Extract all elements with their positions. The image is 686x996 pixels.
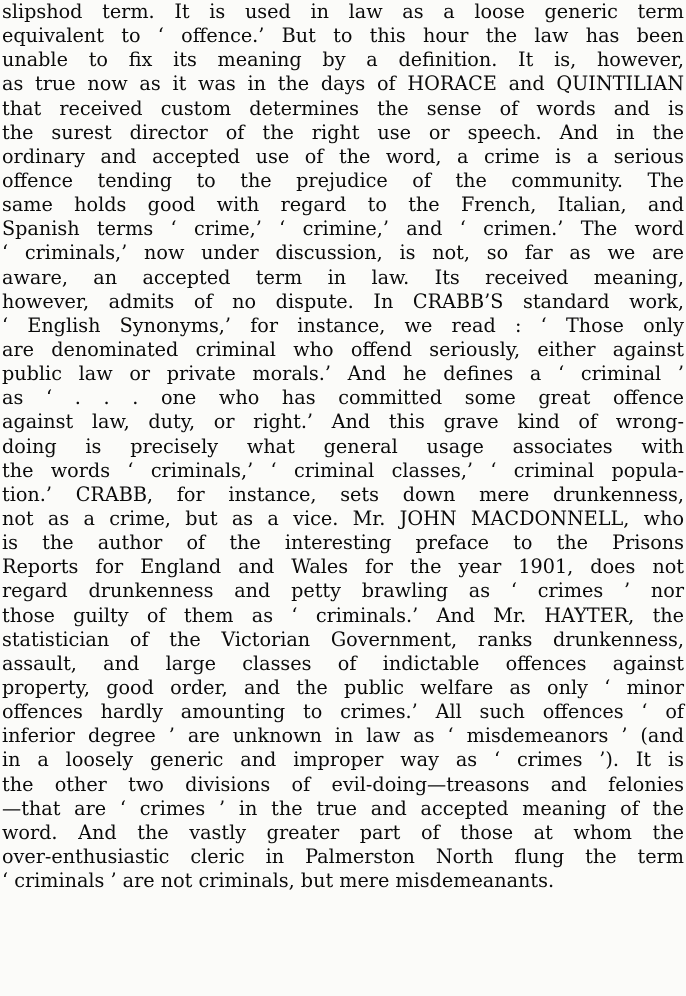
text-line: offence tending to the prejudice of the community. The [2, 168, 684, 192]
text-line: assault, and large classes of indictable offences against [2, 651, 684, 675]
text-line: is the author of the interesting preface to the Prisons [2, 531, 684, 555]
text-line: Reports for England and Wales for the year 1901, does not [2, 555, 684, 579]
text-line: slipshod term. It is used in law as a loose generic term [2, 0, 684, 23]
text-line: unable to fix its meaning by a definition. It is, however, [2, 48, 684, 72]
text-line: Spanish terms ‘ crime,’ ‘ crimine,’ and ‘ crimen.’ The word [2, 217, 684, 241]
text-line: ‘ English Synonyms,’ for instance, we read : ‘ Those only [2, 313, 684, 337]
text-line: those guilty of them as ‘ criminals.’ And Mr. HAYTER, the [2, 603, 684, 627]
text-line: offences hardly amounting to crimes.’ All such offences ‘ of [2, 700, 684, 724]
text-line: public law or private morals.’ And he defines a ‘ criminal ’ [2, 362, 684, 386]
article-column [2, 0, 684, 893]
text-line: inferior degree ’ are unknown in law as ‘ misdemeanors ’ (and [2, 724, 684, 748]
text-line: however, admits of no dispute. In CRABB’S standard work, [2, 289, 684, 313]
text-line: property, good order, and the public welfare as only ‘ minor [2, 675, 684, 699]
text-line: aware, an accepted term in law. Its received meaning, [2, 265, 684, 289]
text-line: statistician of the Victorian Government, ranks drunkenness, [2, 627, 684, 651]
text-line: over-enthusiastic cleric in Palmerston North flung the term [2, 844, 684, 868]
text-line: same holds good with regard to the French, Italian, and [2, 193, 684, 217]
text-line: in a loosely generic and improper way as ‘ crimes ’). It is [2, 748, 684, 772]
text-line: regard drunkenness and petty brawling as ‘ crimes ’ nor [2, 579, 684, 603]
text-line: word. And the vastly greater part of those at whom the [2, 820, 684, 844]
text-line: equivalent to ‘ offence.’ But to this hour the law has been [2, 24, 684, 48]
text-line: not as a crime, but as a vice. Mr. JOHN MACDONNELL, who [2, 506, 684, 530]
text-line: ‘ criminals,’ now under discussion, is not, so far as we are [2, 241, 684, 265]
text-line: ‘ criminals ’ are not criminals, but mere misdemeanants. [2, 869, 555, 893]
text-line: as ‘ . . . one who has committed some great offence [2, 386, 684, 410]
text-line: as true now as it was in the days of HORACE and QUINTILIAN [2, 72, 684, 96]
text-line: are denominated criminal who offend seriously, either against [2, 337, 684, 361]
text-line: —that are ‘ crimes ’ in the true and accepted meaning of the [2, 796, 684, 820]
text-line: ordinary and accepted use of the word, a crime is a serious [2, 144, 684, 168]
text-line: the surest director of the right use or speech. And in the [2, 120, 684, 144]
text-line: the other two divisions of evil-doing—treasons and felonies [2, 772, 684, 796]
text-line: the words ‘ criminals,’ ‘ criminal classes,’ ‘ criminal popula- [2, 458, 684, 482]
text-line: that received custom determines the sense of words and is [2, 96, 684, 120]
text-line: against law, duty, or right.’ And this grave kind of wrong- [2, 410, 684, 434]
text-line: tion.’ CRABB, for instance, sets down mere drunkenness, [2, 482, 684, 506]
text-line: doing is precisely what general usage associates with [2, 434, 684, 458]
